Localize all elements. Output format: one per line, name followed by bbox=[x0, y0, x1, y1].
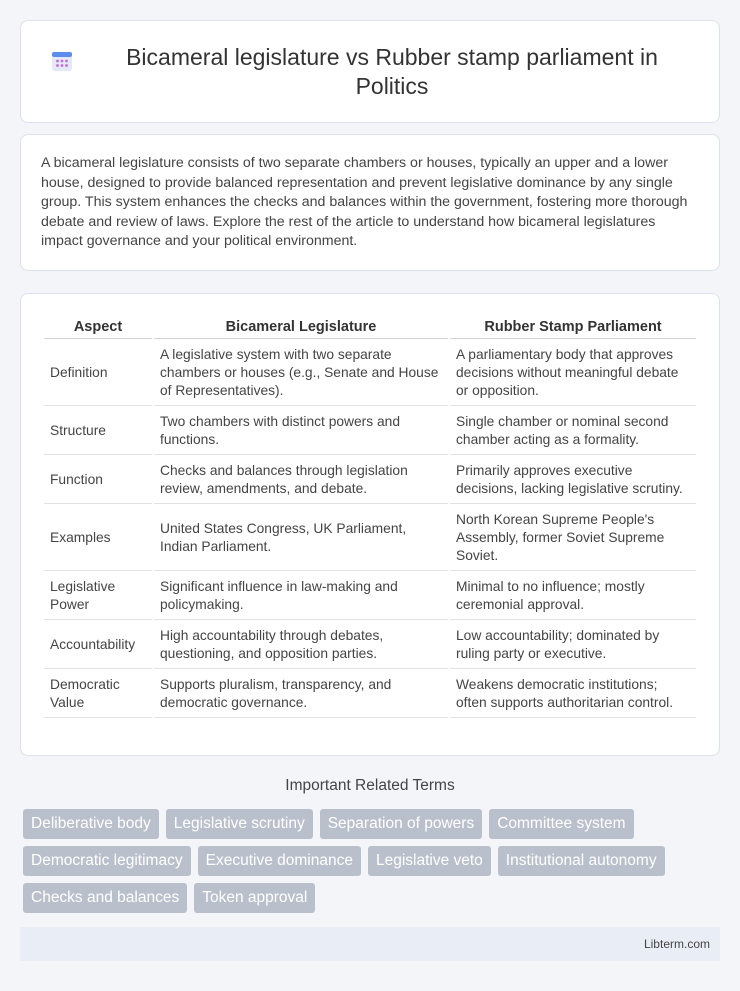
row-rubber-stamp: Weakens democratic institutions; often supports authoritarian control. bbox=[450, 671, 696, 718]
row-aspect: Function bbox=[44, 457, 152, 504]
table-row bbox=[44, 506, 696, 571]
page-title: Bicameral legislature vs Rubber stamp parliament in Politics bbox=[126, 43, 658, 99]
table-row bbox=[44, 457, 696, 504]
row-aspect: Accountability bbox=[44, 622, 152, 669]
term-chip[interactable]: Institutional autonomy bbox=[498, 846, 665, 876]
header-bicameral: Bicameral Legislature bbox=[154, 314, 448, 339]
term-chip[interactable]: Separation of powers bbox=[320, 809, 482, 839]
row-aspect: Structure bbox=[44, 408, 152, 455]
row-bicameral: High accountability through debates, questioning, and opposition parties. bbox=[154, 622, 448, 669]
row-bicameral: Significant influence in law-making and policymaking. bbox=[154, 573, 448, 620]
row-rubber-stamp: Low accountability; dominated by ruling party or executive. bbox=[450, 622, 696, 669]
row-rubber-stamp: Primarily approves executive decisions, lacking legislative scrutiny. bbox=[450, 457, 696, 504]
term-chip[interactable]: Deliberative body bbox=[23, 809, 159, 839]
table-row bbox=[44, 573, 696, 620]
table-row bbox=[44, 408, 696, 455]
row-aspect: Legislative Power bbox=[44, 573, 152, 620]
row-rubber-stamp: A parliamentary body that approves decisions without meaningful debate or opposition. bbox=[450, 341, 696, 406]
intro-card bbox=[20, 134, 720, 271]
title-wrap bbox=[50, 43, 690, 101]
term-chip[interactable]: Committee system bbox=[489, 809, 633, 839]
footer-site-link[interactable]: Libterm.com bbox=[643, 937, 710, 951]
term-chip[interactable]: Legislative scrutiny bbox=[166, 809, 313, 839]
term-chip[interactable]: Democratic legitimacy bbox=[23, 846, 191, 876]
row-bicameral: Checks and balances through legislation review, amendments, and debate. bbox=[154, 457, 448, 504]
row-rubber-stamp: North Korean Supreme People's Assembly, former Soviet Supreme Soviet. bbox=[450, 506, 696, 571]
term-chip[interactable]: Legislative veto bbox=[368, 846, 491, 876]
row-rubber-stamp: Minimal to no influence; mostly ceremonial approval. bbox=[450, 573, 696, 620]
row-aspect: Definition bbox=[44, 341, 152, 406]
related-terms bbox=[23, 809, 723, 920]
table-row bbox=[44, 671, 696, 718]
header-rubber-stamp: Rubber Stamp Parliament bbox=[450, 314, 696, 339]
row-aspect: Examples bbox=[44, 506, 152, 571]
comparison-card bbox=[20, 293, 720, 756]
term-chip[interactable]: Executive dominance bbox=[198, 846, 361, 876]
row-bicameral: Two chambers with distinct powers and functions. bbox=[154, 408, 448, 455]
table-row bbox=[44, 622, 696, 669]
table-row bbox=[44, 341, 696, 406]
row-bicameral: United States Congress, UK Parliament, Indian Parliament. bbox=[154, 506, 448, 571]
header-aspect: Aspect bbox=[44, 314, 152, 339]
table-header-row bbox=[44, 314, 696, 339]
row-bicameral: Supports pluralism, transparency, and democratic governance. bbox=[154, 671, 448, 718]
term-row bbox=[23, 809, 723, 839]
comparison-table bbox=[42, 312, 698, 720]
row-rubber-stamp: Single chamber or nominal second chamber acting as a formality. bbox=[450, 408, 696, 455]
related-terms-heading: Important Related Terms bbox=[285, 777, 455, 794]
term-chip[interactable]: Token approval bbox=[194, 883, 315, 913]
intro-paragraph: A bicameral legislature consists of two separate chambers or houses, typically an upper and a lower house, designed to provide balanced representation and prevent legislative dominance by any single group. This system enhances the checks and balances within the government, fostering more thorough debate and review of laws. Explore the rest of the article to understand how bicameral legislatures impact governance and your political environment. bbox=[41, 155, 688, 249]
footer bbox=[20, 927, 720, 961]
row-aspect: Democratic Value bbox=[44, 671, 152, 718]
term-chip[interactable]: Checks and balances bbox=[23, 883, 187, 913]
term-row bbox=[23, 883, 723, 913]
term-row bbox=[23, 846, 723, 876]
title-card bbox=[20, 20, 720, 123]
row-bicameral: A legislative system with two separate chambers or houses (e.g., Senate and House of Representatives). bbox=[154, 341, 448, 406]
calendar-grid-icon bbox=[50, 49, 74, 73]
